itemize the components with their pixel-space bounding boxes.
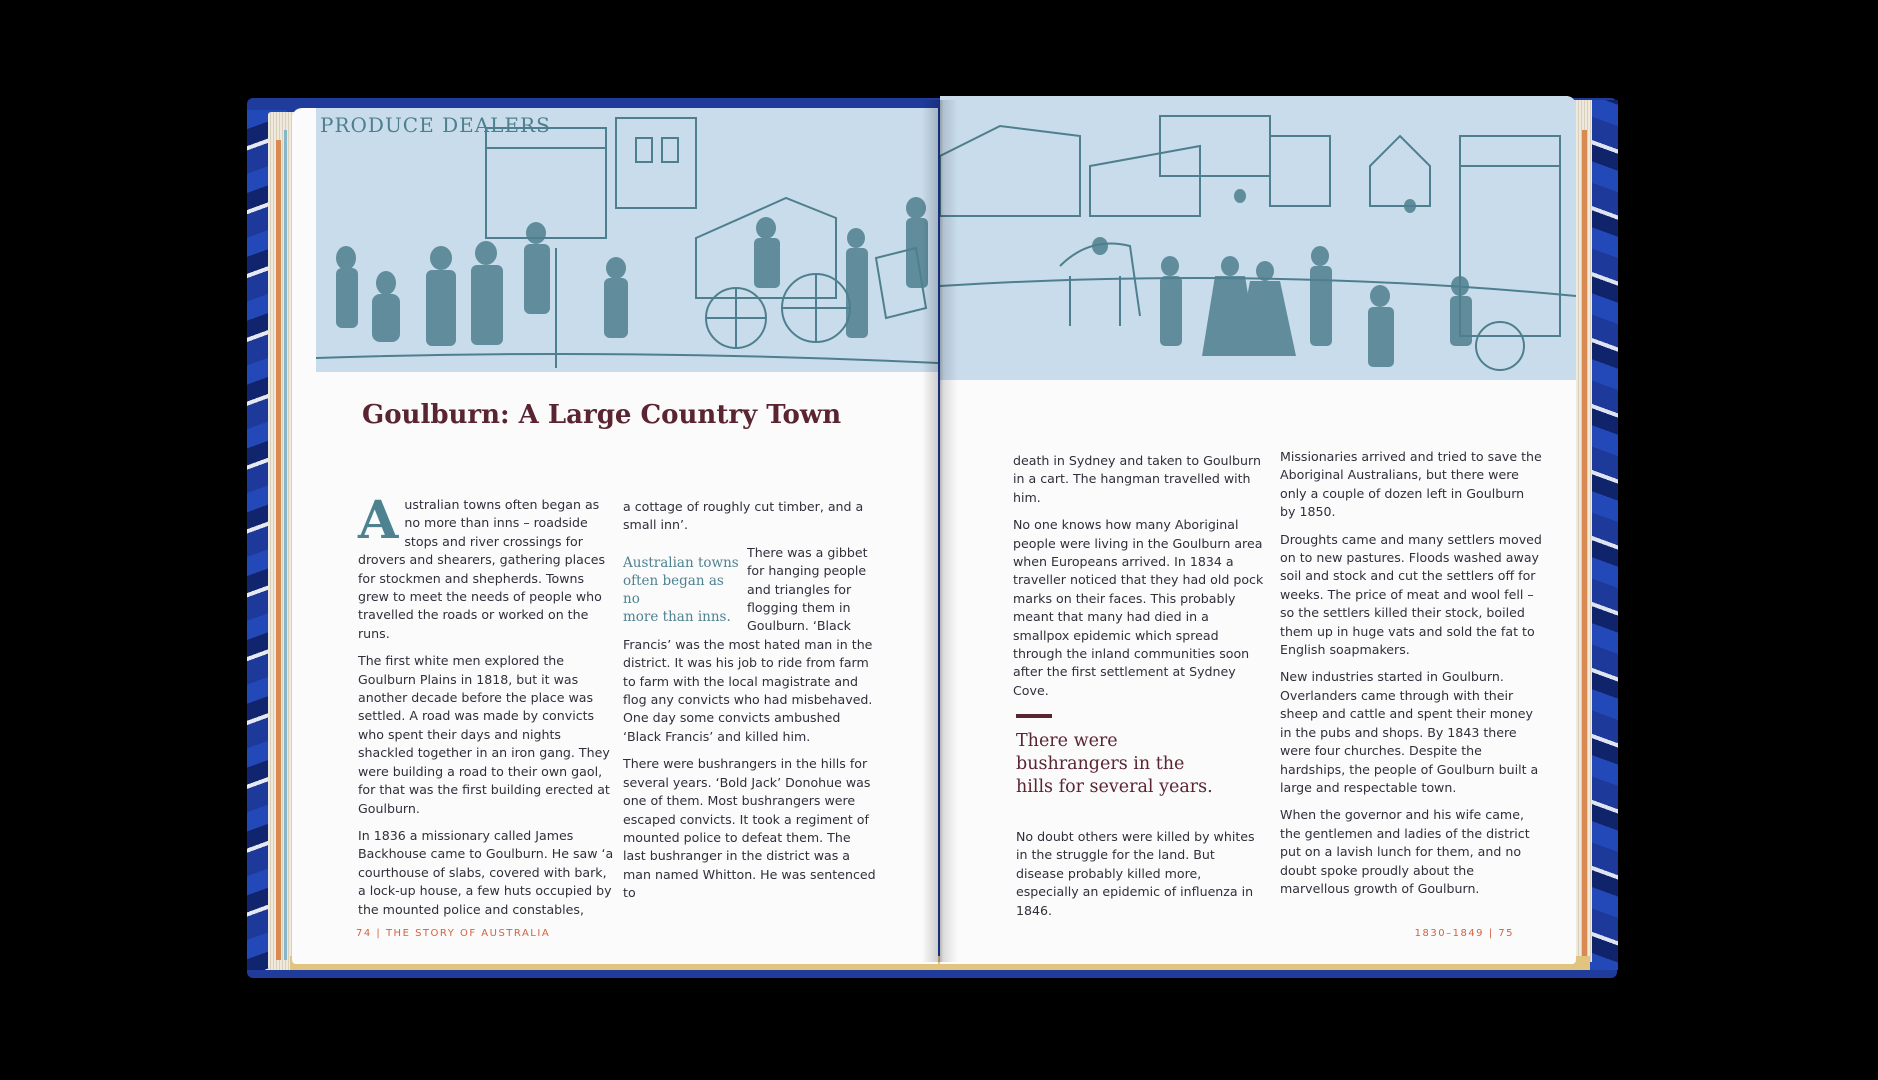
page-edge-marker-left bbox=[276, 140, 281, 960]
left-column-2 bbox=[623, 498, 877, 912]
paragraph: No one knows how many Aboriginal people were living in the Goulburn area when Europeans arrived. In 1834 a traveller noticed that they had old pock marks on their faces. This probably meant that many had died in a smallpox epidemic which spread through the inland communities soon after the first settlement at Sydney Cove. bbox=[1013, 517, 1264, 698]
street-scene-illustration-left bbox=[316, 108, 938, 372]
page-title: Goulburn: A Large Country Town bbox=[362, 400, 842, 430]
page-edge-ribbon bbox=[284, 130, 287, 960]
paragraph: death in Sydney and taken to Goulburn in a cart. The hangman travelled with him. bbox=[1013, 453, 1261, 505]
right-column-1-lower bbox=[1016, 828, 1266, 929]
paragraph: Australian towns often began as no more than inns – roadside stops and river crossings for drovers and shearers, gathering places for stockmen and shepherds. Towns grew to meet the needs of people who travelled the roads or worked on the runs. bbox=[358, 490, 606, 641]
street-scene-illustration-right bbox=[940, 96, 1576, 380]
paragraph: New industries started in Goulburn. Overlanders came through with their sheep and cattle and spent their money in the pubs and shops. By 1843 there were four churches. Despite the hardships, the people of Goulburn built a large and respectable town. bbox=[1280, 669, 1539, 795]
paragraph: No doubt others were killed by whites in the struggle for the land. But disease probably killed more, especially an epidemic of influenza in 1846. bbox=[1016, 829, 1255, 918]
drop-cap: A bbox=[358, 490, 399, 551]
left-column-1 bbox=[358, 490, 616, 928]
paragraph: In 1836 a missionary called James Backhouse came to Goulburn. He saw ‘a courthouse of slabs, covered with bark, a lock-up house, a few huts occupied by the mounted police and constables, bbox=[358, 827, 614, 917]
paragraph: Droughts came and many settlers moved on to new pastures. Floods washed away soil and stock and cut the settlers off for weeks. The price of meat and wool fell – so the settlers killed their stock, boiled them up in huge vats and sold the fat to English soapmakers. bbox=[1280, 531, 1542, 658]
pull-quote-right: There were bushrangers in the hills for several years. bbox=[1016, 731, 1213, 797]
paragraph: The first white men explored the Goulburn Plains in 1818, but it was another decade before the place was settled. A road was made by convicts who spent their days and nights shackled together in an iron gang. They were building a road to their own gaol, for that was the first building erected at Goulburn. bbox=[358, 653, 610, 816]
pull-quote-rule bbox=[1016, 714, 1052, 718]
page-edge-marker-right bbox=[1582, 130, 1587, 956]
left-page bbox=[292, 108, 938, 964]
pull-quote-left: Australian towns often began as no more than inns. bbox=[623, 554, 739, 625]
produce-dealers-sign: PRODUCE DEALERS bbox=[320, 113, 551, 137]
right-page bbox=[940, 96, 1576, 964]
paragraph: a cottage of roughly cut timber, and a small inn’. bbox=[623, 499, 864, 533]
paragraph: There were bushrangers in the hills for several years. ‘Bold Jack’ Donohue was one of them. Most bushrangers were escaped convicts. It took a regiment of mounted police to defeat them. The last bushranger in the district was a man named Whitton. He was sentenced to bbox=[623, 756, 876, 901]
right-column-1 bbox=[1013, 452, 1265, 709]
paragraph: Missionaries arrived and tried to save the Aboriginal Australians, but there were only a couple of dozen left in Goulburn by 1850. bbox=[1280, 449, 1542, 520]
right-column-2 bbox=[1280, 448, 1542, 907]
page-edges-left bbox=[268, 112, 294, 970]
paragraph: When the governor and his wife came, the gentlemen and ladies of the district put on a lavish lunch for them, and no doubt spoke proudly about the marvellous growth of Goulburn. bbox=[1280, 807, 1530, 896]
page-footer-left: 74 | THE STORY OF AUSTRALIA bbox=[356, 928, 551, 939]
paragraph: Australian towns often began as no more than inns. There was a gibbet for hanging people and triangles for flogging them in Goulburn. ‘Black Francis’ was the most hated man in the district. It was his job to ride from farm to farm with the local magistrate and flog any convicts who had misbehaved. One day some convicts ambushed ‘Black Francis’ and killed him. bbox=[623, 544, 873, 744]
page-footer-right: 1830–1849 | 75 bbox=[1414, 928, 1514, 939]
book-gutter-shadow bbox=[922, 100, 958, 962]
